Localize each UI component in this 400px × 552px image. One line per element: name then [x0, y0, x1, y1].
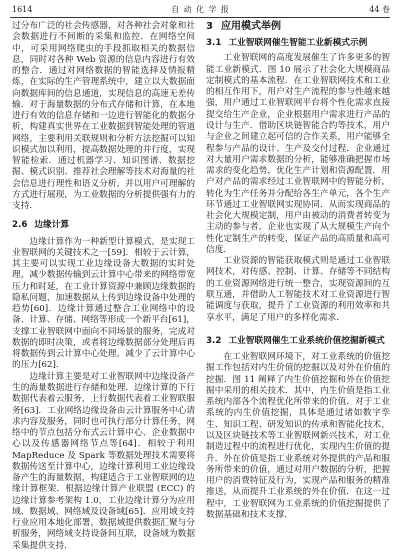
right-column [206, 21, 390, 520]
journal-title: 自动化学报 [171, 5, 234, 14]
section-number: 3 [206, 21, 213, 32]
paragraph-continued: 过分布广泛的社会传感器，对各种社会对象和社会数据进行不间断的采集和监控．在网络空间中，可采用网络爬虫的手段抓取相关的数据信息，同时对各种 Web 资源的信息内容进行有效的整合．通过对网络数据的智能选择及情报精炼，在实际的生产管理系统中，建立以大数据面向数据库间的信息通道，实现信息的高速无差传输．对于海量数据的分布式存储和计算，在本地进行有效的信息存储和一边进行智能化的数据分析，构建真实世界在工业数据到智能处理的管道网络，主要利用关联规则和分析方法挖掘可以知识模式加以利用，提高数据处理的并行度，实现智能检索．通过机器学习、知识图谱、数据挖掘、模式识别、推荐社会理解等技术对海量的社会信息进行理性和语义分析，并以用户可理解的方式进行展现，为工业数据的分析提供强有力的支持． [12, 21, 195, 212]
volume-label: 44 卷 [369, 5, 390, 14]
paragraph-edge-computing-architecture: 边缘计算主要是对工业智联网中边缘设备产生的海量数据进行存储和处理．边缘计算的下行数据代表着云服务，上行数据代表着工业智联服务[63]．工业网络边缘设备由云计算服务中心请求内容及服务，同时也可执行部分计算任务，网络中的节点包括分布式云计算中心、企业数据中心以及传感器网络节点等[64]．相较于利用 MapReduce 及 Spark 等数据处理技术需要将数据传送至计算中心，边缘计算利用工业边缘设备产生的海量数据，构建适合于工业智联网的边缘计算框架．根据边缘计算产业联盟 (ECC) 的边缘计算参考架构 1.0，工业边缘计算分为应用域、数据域、网络域及设备域[65]．应用域支持行业应用本地化部署，数据域提供数据汇聚与分析服务，网络域支持设备间互联，设备域为数据采集提供支持． [12, 371, 195, 551]
section-title: 边缘计算 [34, 219, 70, 230]
page-number: 1614 [12, 5, 33, 14]
paragraph-resource-acquisition: 工业资源的智能获取模式则是通过工业智联网技术，对传感、控制、计算、存储等不同结构的工业资源网络进行统一整合，实现资源间的互联互通，并借助人工智能技术对工业资源进行智能调度与获取，提升了工业资源的利用效率和共享水平，满足了用户的多样化需求． [206, 256, 390, 323]
section-number: 3.2 [206, 336, 222, 347]
section-title: 应用模式举例 [220, 21, 281, 32]
paragraph-edge-computing-intro: 边缘计算作为一种新型计算模式，是实现工业智联网的关键技术之一[59]．相较于云计算，其主要可以实现工业边缘设备大数据的实时处理，减少数据传输到云计算中心带来的网络带宽压力和时延，在工业计算资源中兼顾边缘数据的隐私问题，加速数据从上传到边缘设备中处理的趋势[60]．边缘计算通过整合工业网络中的设备、计算、存储、网络等形成一个新平台[61]，支撑工业智联网中面向不同场景的服务，完成对数据的即时决策，或者将边缘数据部分处理后再将数据传到云计算中心处理，减少了云计算中心的压力[62]． [12, 236, 195, 371]
section-number: 3.1 [206, 38, 222, 48]
section-heading-3-1 [206, 37, 390, 49]
section-title: 工业智联网催生智能工业新模式示例 [228, 38, 368, 48]
section-heading-3-2 [206, 335, 390, 347]
header-rule [10, 17, 390, 18]
section-heading-2-6 [12, 219, 195, 231]
paragraph-mass-customization: 工业智联网的高度发展催生了许多更多的智能工业新模式．图 10 展示了社会化大规模商品定制模式的基本流程．在工业智联网技术和工业的相互作用下，用户对生产流程的参与性越来越强，用户通过工业智联网平台将个性化需求直接提交给生产企业，企业根据用户需求进行产品的设计与生产．借助区块链智能合约等技术，用户与企业之间建立起可信的合作关系，用户能够全程参与产品的设计、生产及交付过程．企业通过对大量用户需求数据的分析，能够准确把握市场需求的变化趋势，优化生产计划和资源配置．用户对产品的需求经过工业智联网中的智能分析，转化为生产任务并分配给各生产单元，各个生产环节通过工业智联网实现协同．从而实现商品的社会化大规模定制，用户由被动的消费者转变为主动的参与者，企业也实现了从大规模生产向个性化定制生产的转变，保证产品的高质量和高可信度． [206, 53, 390, 255]
paragraph-value-mining: 在工业智联网环境下，对工业系统的价值挖掘工作包括对内生价值的挖掘以及对外在价值的挖掘．图 11 阐释了内生价值挖掘和外在价值挖掘中采用的相关技术．其中，内生价值是指工业系统内部各个流程优化所带来的价值．对于工业系统的内生价值挖掘，具体是通过诸如数字孪生、知识工程、研发知识的传承和智能化技术，以及区块链技术等工业智联网新兴技术，对工业制造过程中的流程进行优化，实现内生价值的提升．外在价值是指工业系统对外提供的产品和服务所带来的价值，通过对用户数据的分析，把握用户的消费特征及行为，实现产品和服务的精准推送，从而提升工业系统的外在价值．在这一过程中，工业智联网为工业系统的价值挖掘提供了数据基础和技术支撑． [206, 352, 390, 520]
section-number: 2.6 [12, 219, 28, 230]
section-heading-3 [206, 21, 390, 33]
section-title: 工业智联网催生工业系统价值挖掘新模式 [228, 336, 385, 347]
left-column [12, 21, 195, 551]
